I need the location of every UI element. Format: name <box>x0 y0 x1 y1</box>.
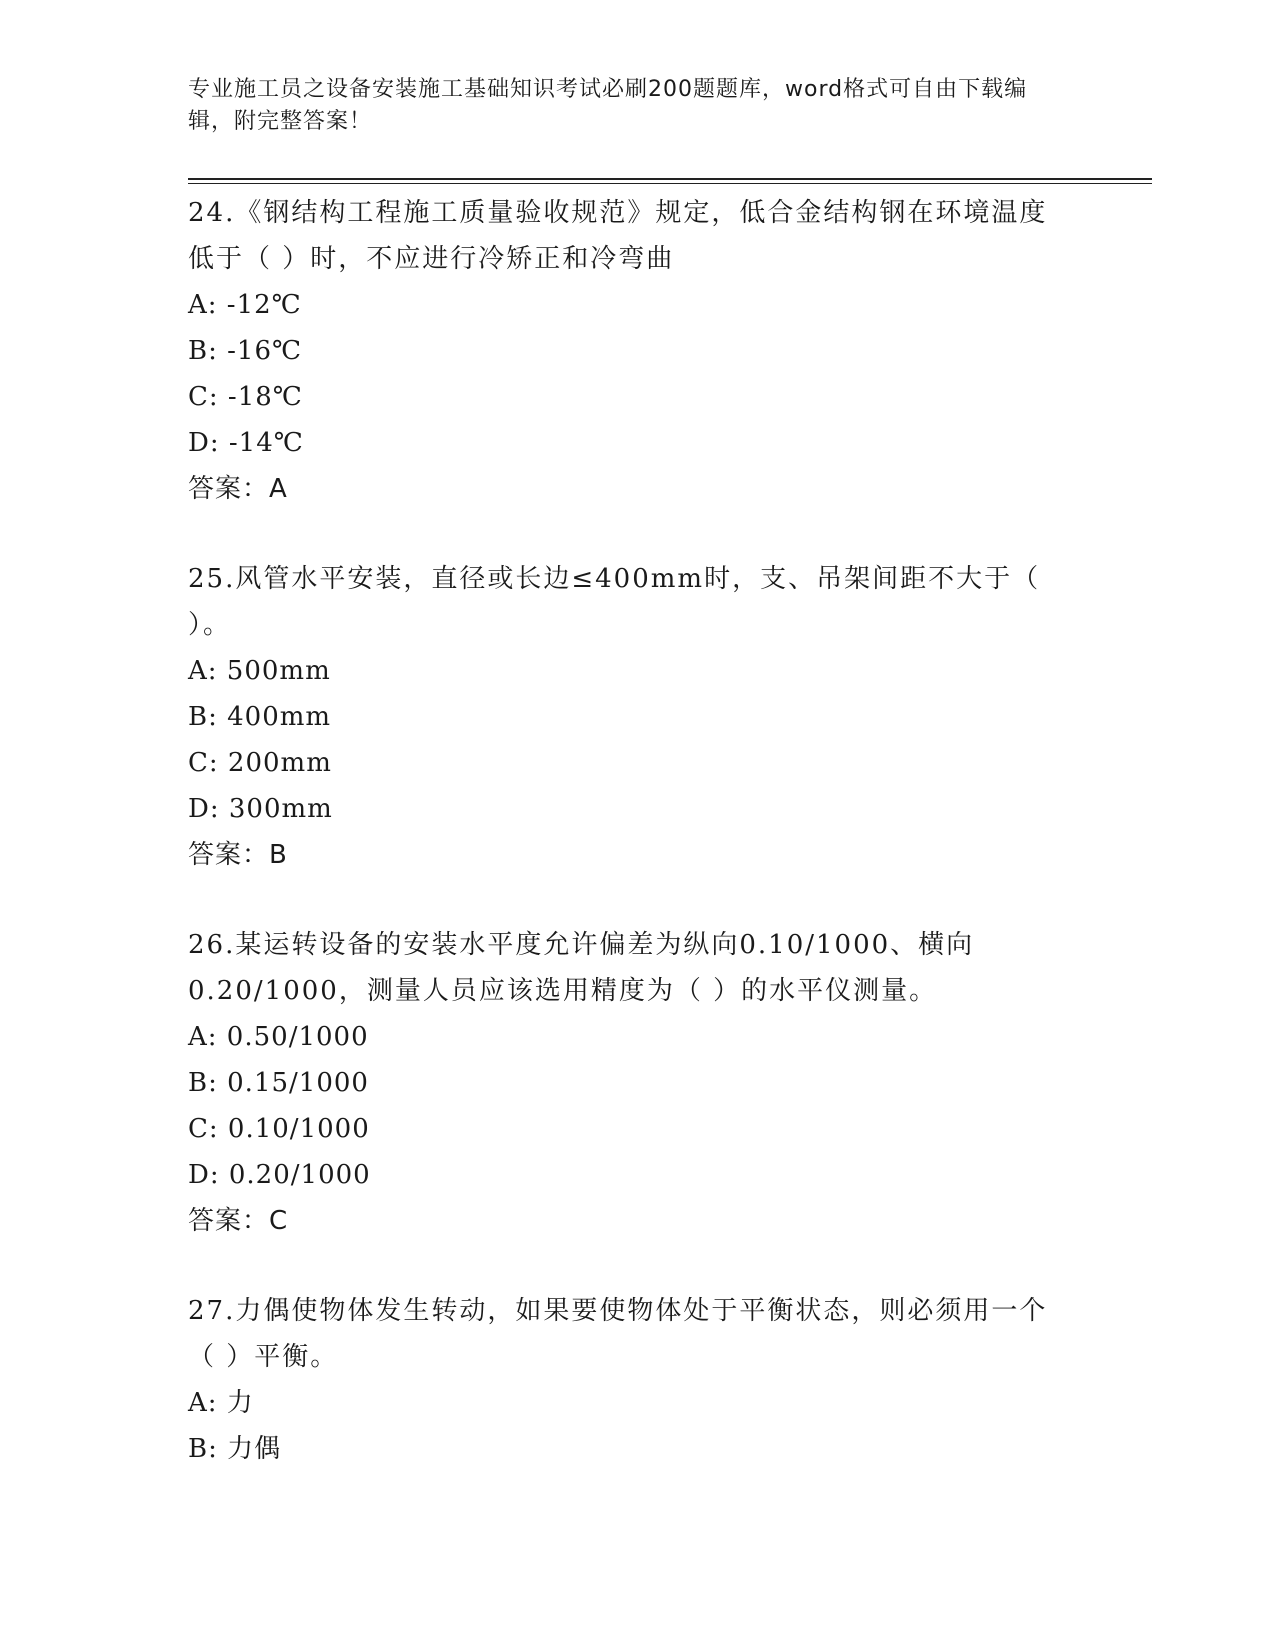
question-26 <box>188 922 1088 1244</box>
question-stem: 25.风管水平安装，直径或长边≤400mm时，支、吊架间距不大于（ ）。 <box>188 564 1041 640</box>
header-divider-thick <box>188 178 1152 180</box>
option-a: A: -12℃ <box>188 290 302 320</box>
option-c: C: -18℃ <box>188 382 303 412</box>
option-a: A: 500mm <box>188 656 331 686</box>
answer-line: 答案：B <box>188 840 288 870</box>
question-27 <box>188 1288 1088 1472</box>
question-stem: 27.力偶使物体发生转动，如果要使物体处于平衡状态，则必须用一个（ ）平衡。 <box>188 1296 1048 1372</box>
option-b: B: 0.15/1000 <box>188 1068 369 1098</box>
option-b: B: 力偶 <box>188 1434 282 1464</box>
option-b: B: 400mm <box>188 702 332 732</box>
option-a: A: 0.50/1000 <box>188 1022 369 1052</box>
option-d: D: 300mm <box>188 794 333 824</box>
header-divider-thin <box>188 183 1152 184</box>
question-25 <box>188 556 1088 878</box>
answer-line: 答案：C <box>188 1206 289 1236</box>
question-stem: 26.某运转设备的安装水平度允许偏差为纵向0.10/1000、横向0.20/1000，测量人员应该选用精度为（ ）的水平仪测量。 <box>188 930 975 1006</box>
question-stem: 24.《钢结构工程施工质量验收规范》规定，低合金结构钢在环境温度低于（ ）时，不应进行冷矫正和冷弯曲 <box>188 198 1048 274</box>
answer-line: 答案：A <box>188 474 288 504</box>
option-b: B: -16℃ <box>188 336 303 366</box>
option-c: C: 0.10/1000 <box>188 1114 370 1144</box>
option-d: D: 0.20/1000 <box>188 1160 371 1190</box>
document-header: 专业施工员之设备安装施工基础知识考试必刷200题题库，word格式可自由下载编辑，附完整答案！ <box>188 77 1028 134</box>
option-c: C: 200mm <box>188 748 332 778</box>
question-list <box>188 190 1088 1516</box>
option-d: D: -14℃ <box>188 428 304 458</box>
option-a: A: 力 <box>188 1388 254 1418</box>
question-24 <box>188 190 1088 512</box>
